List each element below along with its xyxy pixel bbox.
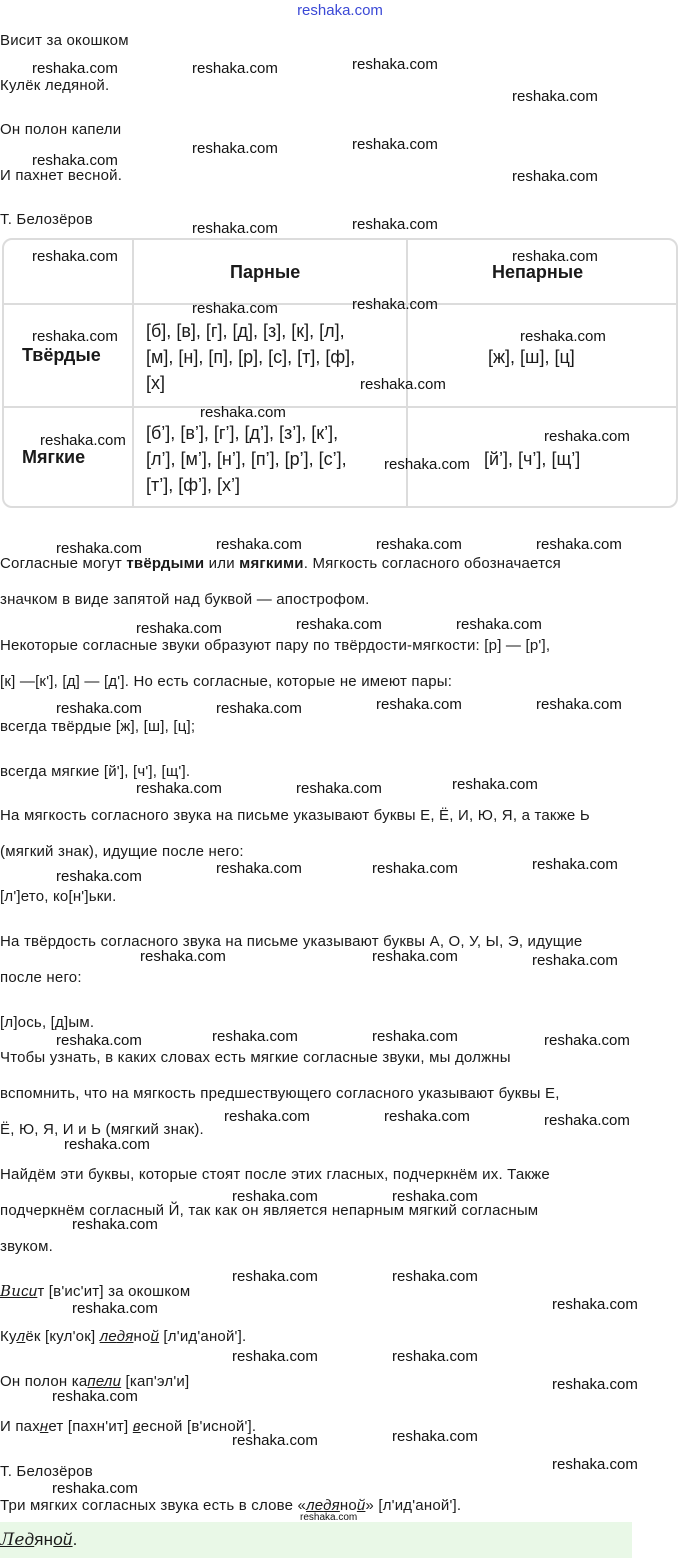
watermark: reshaka.com — [552, 1296, 638, 1313]
theory-line: [к] —[к'], [д] — [д']. Но есть согласные, которые не имеют пары: — [0, 673, 453, 690]
watermark: reshaka.com — [520, 328, 606, 345]
watermark: reshaka.com — [32, 152, 118, 169]
watermark: reshaka.com — [352, 216, 438, 233]
watermark: reshaka.com — [392, 1188, 478, 1205]
theory-line: Чтобы узнать, в каких словах есть мягкие согласные звуки, мы должны — [0, 1049, 511, 1066]
watermark: reshaka.com — [232, 1188, 318, 1205]
consonants-table — [2, 238, 678, 508]
watermark: reshaka.com — [392, 1428, 478, 1445]
hard-unpaired-cell: [ж], [ш], [ц] — [488, 347, 575, 367]
watermark: reshaka.com — [136, 620, 222, 637]
watermark: reshaka.com — [360, 376, 446, 393]
watermark: reshaka.com — [216, 700, 302, 717]
theory-line: значком в виде запятой над буквой — апострофом. — [0, 591, 370, 608]
watermark: reshaka.com — [192, 60, 278, 77]
watermark: reshaka.com — [532, 856, 618, 873]
poem-line: Висит за окошком — [0, 32, 129, 49]
watermark: reshaka.com — [532, 952, 618, 969]
theory-line: Некоторые согласные звуки образуют пару по твёрдости-мягкости: [р] — [р'], — [0, 637, 551, 654]
watermark: reshaka.com — [72, 1300, 158, 1317]
hard-paired-cell: [б], [в], [г], [д], [з], [к], [л], [м], [н], [п], [р], [с], [т], [ф], [х] — [146, 321, 356, 393]
answer-box — [0, 1522, 632, 1558]
answer-text: Ледяной. — [0, 1530, 78, 1550]
watermark: reshaka.com — [552, 1376, 638, 1393]
watermark: reshaka.com — [192, 300, 278, 317]
watermark: reshaka.com — [56, 700, 142, 717]
watermark: reshaka.com — [544, 1032, 630, 1049]
watermark: reshaka.com — [232, 1432, 318, 1449]
watermark: reshaka.com — [32, 248, 118, 265]
watermark: reshaka.com — [392, 1268, 478, 1285]
watermark: reshaka.com — [296, 616, 382, 633]
theory-line: всегда твёрдые [ж], [ш], [ц]; — [0, 718, 196, 735]
watermark: reshaka.com — [536, 696, 622, 713]
watermark: reshaka.com — [384, 456, 470, 473]
watermark: reshaka.com — [552, 1456, 638, 1473]
watermark: reshaka.com — [56, 540, 142, 557]
watermark: reshaka.com — [512, 88, 598, 105]
watermark: reshaka.com — [300, 1512, 358, 1523]
watermark: reshaka.com — [72, 1216, 158, 1233]
theory-line: подчеркнём согласный Й, так как он является непарным мягкий согласным — [0, 1202, 539, 1219]
watermark: reshaka.com — [140, 948, 226, 965]
watermark: reshaka.com — [544, 428, 630, 445]
watermark: reshaka.com — [376, 536, 462, 553]
soft-paired-cell: [б’], [в’], [г’], [д’], [з’], [к’], [л’], [м’], [н’], [п’], [р’], [с’], [т’], [ф’], [х’] — [146, 423, 347, 495]
row-soft-header: Мягкие — [22, 447, 86, 467]
watermark: reshaka.com — [232, 1348, 318, 1365]
watermark: reshaka.com — [52, 1480, 138, 1497]
theory-line: На мягкость согласного звука на письме указывают буквы Е, Ё, И, Ю, Я, а также Ь — [0, 807, 590, 824]
poem-author: Т. Белозёров — [0, 211, 93, 228]
watermark: reshaka.com — [56, 1032, 142, 1049]
col-unpaired-header: Непарные — [492, 262, 584, 282]
analysis-line: Он полон капели [кап'эл'и] — [0, 1373, 190, 1390]
watermark: reshaka.com — [392, 1348, 478, 1365]
watermark: reshaka.com — [296, 780, 382, 797]
watermark: reshaka.com — [372, 1028, 458, 1045]
theory-line: На твёрдость согласного звука на письме указывают буквы А, О, У, Ы, Э, идущие — [0, 933, 583, 950]
watermark: reshaka.com — [512, 248, 598, 265]
watermark: reshaka.com — [352, 296, 438, 313]
watermark: reshaka.com — [216, 860, 302, 877]
theory-example: [л]ось, [д]ым. — [0, 1014, 95, 1031]
watermark: reshaka.com — [376, 696, 462, 713]
watermark: reshaka.com — [232, 1268, 318, 1285]
watermark: reshaka.com — [352, 56, 438, 73]
row-hard-header: Твёрдые — [22, 345, 101, 365]
watermark: reshaka.com — [200, 404, 286, 421]
theory-line: Найдём эти буквы, которые стоят после этих гласных, подчеркнём их. Также — [0, 1166, 550, 1183]
theory-line: вспомнить, что на мягкость предшествующего согласного указывают буквы Е, — [0, 1085, 560, 1102]
watermark: reshaka.com — [40, 432, 126, 449]
watermark: reshaka.com — [512, 168, 598, 185]
theory-line: Ё, Ю, Я, И и Ь (мягкий знак). — [0, 1121, 204, 1138]
theory-line: Согласные могут твёрдыми или мягкими. Мягкость согласного обозначается — [0, 555, 561, 572]
theory-example: [л']ето, ко[н']ьки. — [0, 888, 117, 905]
analysis-line: И пахнет [пахн'ит] весной [в'исной']. — [0, 1418, 257, 1435]
watermark: reshaka.com — [192, 140, 278, 157]
poem-line: Кулёк ледяной. — [0, 77, 110, 94]
analysis-line: Висит [в'ис'ит] за окошком — [0, 1282, 191, 1300]
watermark: reshaka.com — [32, 60, 118, 77]
watermark: reshaka.com — [64, 1136, 150, 1153]
watermark: reshaka.com — [352, 136, 438, 153]
site-header: reshaka.com — [297, 2, 383, 19]
theory-line: всегда мягкие [й'], [ч'], [щ']. — [0, 763, 191, 780]
watermark: reshaka.com — [216, 536, 302, 553]
watermark: reshaka.com — [52, 1388, 138, 1405]
analysis-author: Т. Белозёров — [0, 1463, 93, 1480]
col-paired-header: Парные — [230, 262, 301, 282]
watermark: reshaka.com — [452, 776, 538, 793]
watermark: reshaka.com — [544, 1112, 630, 1129]
theory-line: (мягкий знак), идущие после него: — [0, 843, 244, 860]
watermark: reshaka.com — [224, 1108, 310, 1125]
poem-line: Он полон капели — [0, 121, 122, 138]
theory-line: звуком. — [0, 1238, 53, 1255]
watermark: reshaka.com — [372, 948, 458, 965]
watermark: reshaka.com — [136, 780, 222, 797]
analysis-line: Кулёк [кул'ок] ледяной [л'ид'аной']. — [0, 1328, 247, 1345]
conclusion-line: Три мягких согласных звука есть в слове «ледяной» [л'ид'аной']. — [0, 1497, 462, 1514]
watermark: reshaka.com — [32, 328, 118, 345]
watermark: reshaka.com — [56, 868, 142, 885]
theory-line: после него: — [0, 969, 82, 986]
watermark: reshaka.com — [372, 860, 458, 877]
watermark: reshaka.com — [212, 1028, 298, 1045]
watermark: reshaka.com — [536, 536, 622, 553]
watermark: reshaka.com — [456, 616, 542, 633]
watermark: reshaka.com — [192, 220, 278, 237]
watermark: reshaka.com — [384, 1108, 470, 1125]
soft-unpaired-cell: [й’], [ч’], [щ’] — [484, 449, 581, 469]
poem-line: И пахнет весной. — [0, 167, 123, 184]
